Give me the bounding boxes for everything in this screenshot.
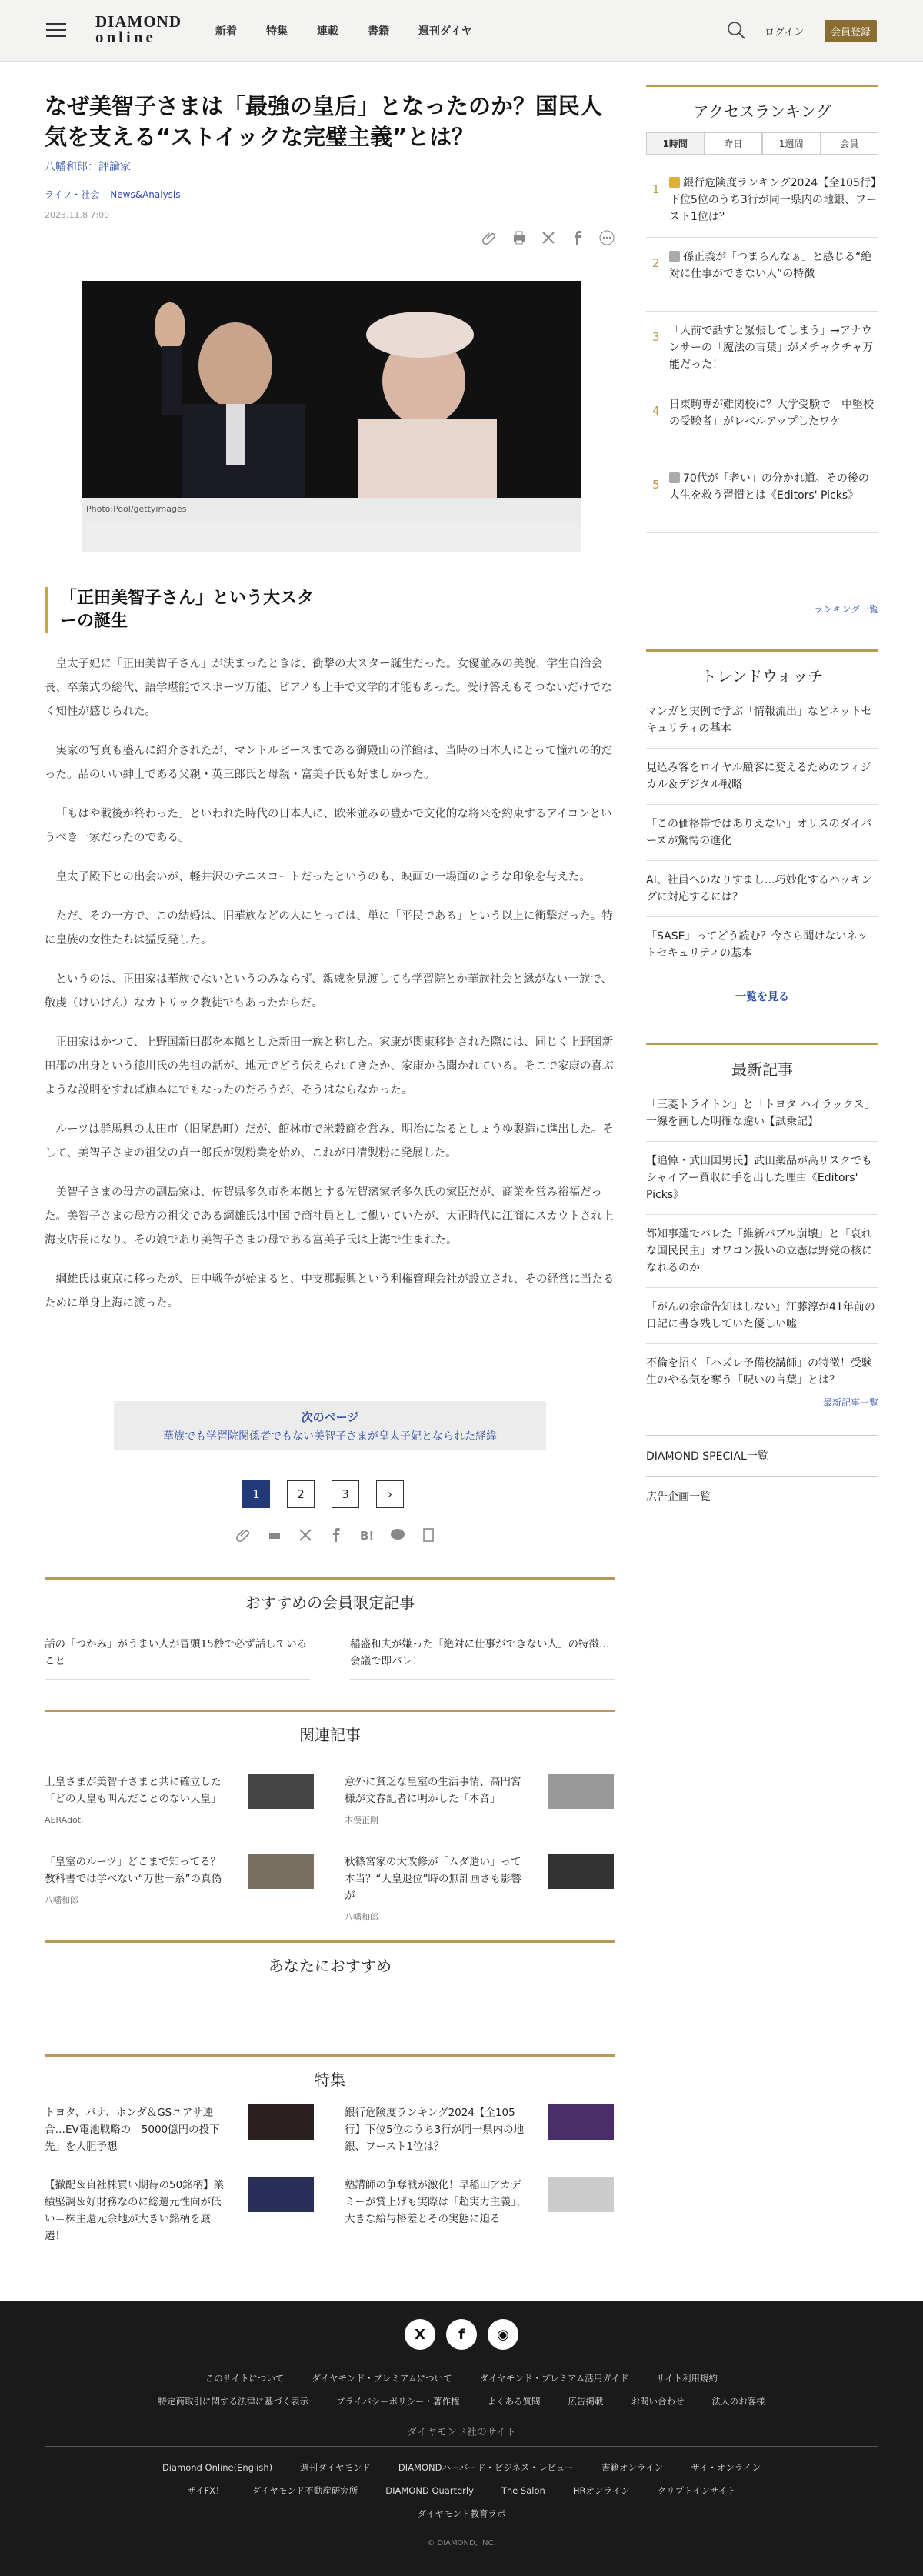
thumbnail <box>248 2177 314 2212</box>
site-link[interactable]: DIAMONDハーバード・ビジネス・レビュー <box>398 2462 575 2473</box>
svg-text:B!: B! <box>360 1529 375 1543</box>
thumbnail <box>248 1854 314 1889</box>
group-sites <box>0 2456 923 2525</box>
more-icon[interactable] <box>598 229 615 246</box>
author-line <box>45 158 615 174</box>
trend-heading: トレンドウォッチ <box>646 649 878 686</box>
lock-icon <box>669 251 680 262</box>
related-heading: 関連記事 <box>299 1726 361 1744</box>
latest-item[interactable]: 都知事選でバレた「維新バブル崩壊」と「哀れな国民民主」オワコン扱いの立憲は野党の核になれるのか <box>646 1215 878 1288</box>
page-2[interactable]: 2 <box>287 1480 315 1508</box>
site-link[interactable]: 書籍オンライン <box>601 2462 664 2473</box>
site-link[interactable]: DIAMOND Quarterly <box>385 2485 474 2496</box>
nav-feature[interactable]: 特集 <box>266 25 288 38</box>
group-heading: ダイヤモンド社のサイト <box>45 2424 878 2447</box>
article-title: なぜ美智子さまは「最強の皇后」となったのか？国民人気を支える“ストイックな完璧主義”とは？ <box>45 93 603 150</box>
categories <box>45 188 615 201</box>
hatena-icon[interactable] <box>358 1527 375 1543</box>
clip-icon[interactable] <box>235 1527 252 1543</box>
footer-link[interactable]: よくある質問 <box>487 2396 541 2407</box>
thumbnail <box>248 1774 314 1809</box>
paragraph: 正田家はかつて、上野国新田郡を本拠とした新田一族と称した。家康が関東移封された際には、同じく上野国新田郡の出身という徳川氏の先祖の話が、地元でどう伝えられてきたか、家康から聞かれている。そこで家康の喜ぶような説明をすれば旗本にでもなったのだろうが、そうはならなかった。 <box>45 1036 614 1096</box>
site-link[interactable]: ダイヤモンド教育ラボ <box>417 2508 506 2519</box>
latest-item[interactable]: 不倫を招く「ハズレ予備校講師」の特徴！受験生のやる気を奪う「呪いの言葉」とは？ <box>646 1344 878 1400</box>
lock-icon <box>669 472 680 483</box>
next-arrow-icon[interactable]: › <box>376 1480 404 1508</box>
recommend-heading: おすすめの会員限定記事 <box>245 1593 415 1612</box>
feature-item[interactable]: 【撤配＆自社株買い期待の50銘柄】業績堅調＆好財務なのに総還元性向が低い＝株主還元余地が大きい銘柄を厳選！ <box>45 2177 229 2244</box>
site-logo[interactable]: DIAMOND online <box>95 12 182 46</box>
paragraph: 「もはや戦後が終わった」といわれた時代の日本人に、欧米並みの豊かで文化的な将来を約束するアイコンというべき一家だったのである。 <box>45 808 612 844</box>
ads-link[interactable]: 広告企画一覧 <box>646 1476 878 1517</box>
ranking-item[interactable]: 2 孫正義が「つまらんなぁ」と感じる“絶対に仕事ができない人”の特徴 <box>646 238 878 312</box>
search-icon[interactable] <box>726 20 746 40</box>
ranking-heading: アクセスランキング <box>646 85 878 122</box>
print-icon[interactable] <box>511 229 528 246</box>
nav-books[interactable]: 書籍 <box>368 25 389 38</box>
photo <box>82 281 581 498</box>
trend-more-link[interactable]: 一覧を見る <box>735 991 789 1003</box>
page-3[interactable]: 3 <box>332 1480 359 1508</box>
footer-link[interactable]: プライバシーポリシー・著作権 <box>336 2396 460 2407</box>
latest-item[interactable]: 【追悼・武田国男氏】武田薬品が高リスクでもシャイアー買収に手を出した理由《Editors' Picks》 <box>646 1142 878 1215</box>
latest-heading: 最新記事 <box>646 1043 878 1079</box>
footer-link[interactable]: 広告掲載 <box>568 2396 604 2407</box>
bookmark-icon[interactable] <box>420 1527 437 1543</box>
related-section <box>45 1710 615 1940</box>
paragraph: というのは、正田家は華族でないというのみならず、親戚を見渡しても学習院とか華族社会と縁がない一族で、敬虔（けいけん）なカトリック教徒でもあったからだ。 <box>45 973 613 1009</box>
site-link[interactable]: Diamond Online(English) <box>162 2462 273 2473</box>
x-icon[interactable] <box>540 229 557 246</box>
site-link[interactable]: ザイ・オンライン <box>691 2462 761 2473</box>
tab-1hour[interactable]: 1時間 <box>646 132 705 155</box>
photo-credit: Photo:Pool/gettyimages <box>82 498 581 521</box>
ranking-tabs <box>646 132 878 155</box>
menu-icon[interactable] <box>46 23 66 38</box>
recommend-item[interactable]: 稲盛和夫が嫌った「絶対に仕事ができない人」の特徴…会議で即バレ！ <box>350 1636 615 1680</box>
nav-series[interactable]: 連載 <box>317 25 338 38</box>
footer-link[interactable]: お問い合わせ <box>631 2396 685 2407</box>
x-icon[interactable]: X <box>405 2319 435 2350</box>
article <box>45 91 615 1543</box>
footer-link[interactable]: ダイヤモンド・プレミアムについて <box>312 2373 452 2384</box>
sidebar <box>646 85 878 1517</box>
paragraph: 実家の写真も盛んに紹介されたが、マントルピースまである御殿山の洋館は、当時の日本人にとって憧れの的だった。品のいい紳士である父親・英三郎氏と母親・富美子氏も好ましかった。 <box>45 745 612 781</box>
latest-list <box>646 1086 878 1400</box>
footer-link[interactable]: 法人のお客様 <box>711 2396 765 2407</box>
share-buttons <box>481 229 615 246</box>
latest-more-link[interactable]: 最新記事一覧 <box>822 1397 878 1408</box>
trend-list <box>646 692 878 973</box>
site-link[interactable]: ザイFX！ <box>187 2485 225 2496</box>
paragraph: ただ、その一方で、この結婚は、旧華族などの人にとっては、単に「平民である」という以上に衝撃だった。特に皇族の女性たちは猛反発した。 <box>45 910 613 946</box>
login-link[interactable]: ログイン <box>765 27 805 38</box>
author-link[interactable]: 八幡和郎 <box>45 161 88 173</box>
paragraph: ルーツは群馬県の太田市（旧尾島町）だが、館林市で米穀商を営み、明治になるとしょうゆ製造に進出した。そして、美智子さまの祖父の貞一郎氏が製粉業を始め、これが日清製粉に発展した。 <box>45 1123 614 1160</box>
related-item[interactable]: 「皇室のルーツ」どこまで知ってる？教科書では学べない“万世一系”の真偽 八幡和郎 <box>45 1854 222 1909</box>
facebook-icon[interactable] <box>328 1527 345 1543</box>
paragraph: 美智子さまの母方の副島家は、佐賀県多久市を本拠とする佐賀藩家老多久氏の家臣だが、商業を営み裕福だった。美智子さまの母方の祖父である綱雄氏は中国で商社員として働いていたが、大正時代に江商にスカウトされ上海支店長になり、その娘であり美智子さまの母である富美子氏は上海で生まれた。 <box>45 1186 614 1246</box>
site-link[interactable]: The Salon <box>501 2485 545 2496</box>
nav-new[interactable]: 新着 <box>215 25 237 38</box>
nav-weekly[interactable]: 週刊ダイヤ <box>418 25 472 38</box>
ranking-item[interactable]: 5 70代が「老い」の分かれ道。その後の人生を救う習慣とは《Editors' Picks》 <box>646 459 878 533</box>
trend-item[interactable]: マンガと実例で学ぶ「情報流出」などネットセキュリティの基本 <box>646 692 878 749</box>
tab-yesterday[interactable]: 昨日 <box>705 132 763 155</box>
recommend-item[interactable]: 話の「つかみ」がうまい人が冒頭15秒で必ず話していること <box>45 1636 310 1680</box>
foryou-heading: あなたにおすすめ <box>268 1957 392 1975</box>
footer-link[interactable]: ダイヤモンド・プレミアム活用ガイド <box>479 2373 629 2384</box>
print-icon[interactable] <box>266 1527 283 1543</box>
special-link[interactable]: DIAMOND SPECIAL一覧 <box>646 1435 878 1476</box>
trend-item[interactable]: 「この価格帯ではありえない」オリスのダイバーズが驚愕の進化 <box>646 805 878 861</box>
site-link[interactable]: ダイヤモンド不動産研究所 <box>252 2485 358 2496</box>
feature-item[interactable]: トヨタ、パナ、ホンダ＆GSユアサ連合…EV電池戦略の「5000億円の投下先」を大胆予想 <box>45 2104 229 2155</box>
category-link[interactable]: ライフ・社会 <box>45 189 100 200</box>
facebook-icon[interactable]: f <box>446 2319 477 2350</box>
related-item[interactable]: 上皇さまが美智子さまと共に確立した「どの天皇も叫んだことのない天皇」 AERAdot. <box>45 1774 222 1829</box>
main-nav <box>215 23 501 38</box>
hero-image <box>82 281 581 552</box>
thumbnail <box>248 2104 314 2140</box>
ranking-item[interactable]: 4 日東駒専が難関校に？大学受験で「中堅校の受験者」がレベルアップしたワケ <box>646 385 878 459</box>
site-link[interactable]: クリプトインサイト <box>657 2485 736 2496</box>
ranking-list <box>646 164 878 533</box>
feature-item[interactable]: 塾講師の争奪戦が激化！早稲田アカデミーが賞上げも実際は「超実力主義」、大きな給与格差とその実態に迫る <box>345 2177 529 2227</box>
feature-section <box>45 2054 615 2254</box>
recommend-section <box>45 1577 615 1680</box>
paragraph: 綱雄氏は東京に移ったが、日中戦争が始まると、中支那振興という利権管理会社が設立され、その経営に当たるために単身上海に渡った。 <box>45 1273 615 1310</box>
thumbnail <box>548 1774 614 1809</box>
thumbnail <box>548 1854 614 1889</box>
rss-icon[interactable]: ◉ <box>488 2319 518 2350</box>
author-role: ：評論家 <box>88 161 131 173</box>
latest-item[interactable]: 「がんの余命告知はしない」江藤淳が41年前の日記に書き残していた優しい嘘 <box>646 1288 878 1344</box>
thumbnail <box>548 2104 614 2140</box>
paragraph: 皇太子殿下との出会いが、軽井沢のテニスコートだったというのも、映画の一場面のような印象を与えた。 <box>55 871 591 883</box>
site-link[interactable]: HRオンライン <box>572 2485 630 2496</box>
footer-link[interactable]: サイト利用規約 <box>656 2373 718 2384</box>
trend-item[interactable]: 「SASE」ってどう読む？今さら聞けないネットセキュリティの基本 <box>646 917 878 973</box>
clip-icon[interactable] <box>481 229 498 246</box>
related-item[interactable]: 秋篠宮家の大改修が「ムダ遣い」って本当？“天皇退位”時の無計画さも影響が 八幡和郎 <box>345 1854 521 1926</box>
footer-links <box>0 2367 923 2413</box>
latest-item[interactable]: 「三菱トライトン」と「トヨタ ハイラックス」一線を画した明確な違い【試乗記】 <box>646 1086 878 1142</box>
x-icon[interactable] <box>297 1527 314 1543</box>
paragraph: 皇太子妃に「正田美智子さん」が決まったときは、衝撃の大スター誕生だった。女優並みの美貌、学生自治会長、卒業式の総代、語学堪能でスポーツ万能、ピアノも上手で文学的才能もあった。受け答えもそつないだけでなく知性が感じられた。 <box>45 658 612 718</box>
pagination <box>242 1480 404 1508</box>
foryou-section <box>45 1940 615 1976</box>
category-link[interactable]: News&Analysis <box>110 189 181 200</box>
footer-link[interactable]: 特定商取引に関する法律に基づく表示 <box>158 2396 309 2407</box>
ranking-more-link[interactable]: ランキング一覧 <box>814 604 878 615</box>
social-links <box>0 2319 923 2350</box>
feature-item[interactable]: 銀行危険度ランキング2024【全105行】下位5位のうち3行が同一県内の地銀、ワースト1位は？ <box>345 2104 529 2155</box>
related-item[interactable]: 意外に貧乏な皇室の生活事情、高円宮様が文春記者に明かした「本音」 木俣正剛 <box>345 1774 521 1829</box>
thumbnail <box>548 2177 614 2212</box>
ranking-item[interactable]: 3 「人前で話すと緊張してしまう」→アナウンサーの「魔法の言葉」がメチャクチャ万能だった！ <box>646 312 878 385</box>
section-heading: 「正田美智子さん」という大スターの誕生 <box>45 587 314 633</box>
publish-date: 2023.11.8 7:00 <box>45 210 110 220</box>
facebook-icon[interactable] <box>569 229 586 246</box>
tab-member[interactable]: 会員 <box>821 132 879 155</box>
ranking-item[interactable]: 1 銀行危険度ランキング2024【全105行】下位5位のうち3行が同一県内の地銀、ワースト1位は？ <box>646 164 878 238</box>
footer-link[interactable]: このサイトについて <box>205 2373 285 2384</box>
trend-item[interactable]: 見込み客をロイヤル顧客に変えるためのフィジカル＆デジタル戦略 <box>646 749 878 805</box>
next-page-label: 次のページ <box>301 1410 359 1424</box>
share-buttons-bottom <box>235 1527 437 1543</box>
trend-item[interactable]: AI、社員へのなりすまし…巧妙化するハッキングに対応するには？ <box>646 861 878 917</box>
lock-icon <box>669 177 680 188</box>
next-page-title: 華族でも学習院関係者でもない美智子さまが皇太子妃となられた経緯 <box>163 1430 497 1443</box>
register-button[interactable]: 会員登録 <box>825 20 877 42</box>
tab-1week[interactable]: 1週間 <box>762 132 821 155</box>
line-icon[interactable] <box>389 1527 406 1543</box>
article-body <box>45 652 615 1331</box>
site-header <box>0 0 923 62</box>
site-link[interactable]: 週刊ダイヤモンド <box>300 2462 371 2473</box>
feature-heading: 特集 <box>315 2070 345 2089</box>
page-1[interactable]: 1 <box>242 1480 270 1508</box>
site-footer <box>0 2301 923 2576</box>
next-page-box[interactable] <box>114 1401 546 1450</box>
copyright: © DIAMOND, INC. <box>427 2539 496 2548</box>
